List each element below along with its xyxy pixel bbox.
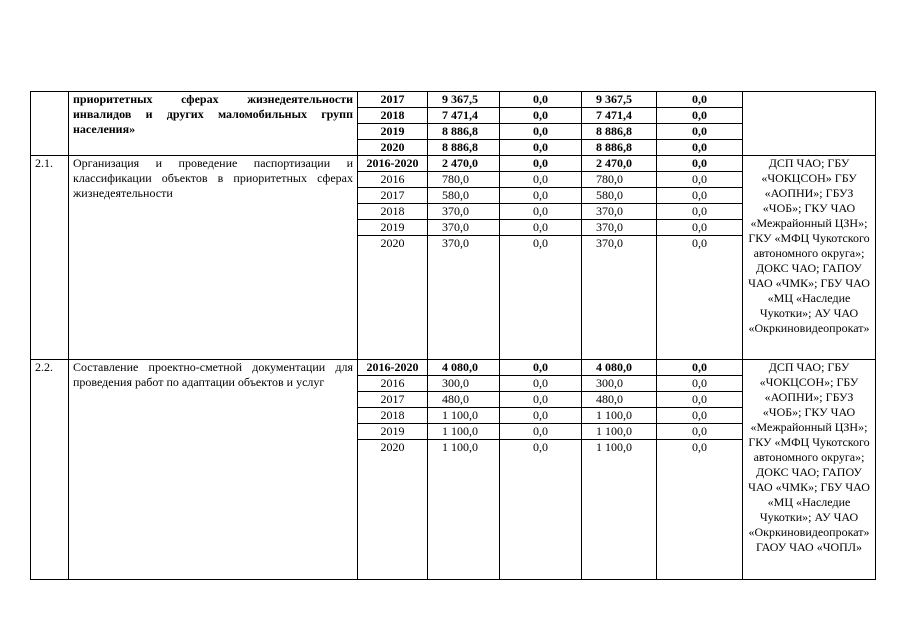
total-cell: 370,0 [428,220,500,236]
row-number-cell: 2.1. [31,156,69,360]
federal-cell: 0,0 [500,140,582,156]
other-cell: 0,0 [657,360,743,376]
federal-cell: 0,0 [500,124,582,140]
year-cell: 2016-2020 [358,360,428,376]
year-cell: 2019 [358,124,428,140]
year-cell: 2018 [358,204,428,220]
federal-cell: 0,0 [500,424,582,440]
total-cell: 8 886,8 [428,124,500,140]
year-cell: 2016 [358,376,428,392]
regional-cell: 370,0 [582,236,657,360]
total-cell: 300,0 [428,376,500,392]
year-cell: 2018 [358,108,428,124]
other-cell: 0,0 [657,220,743,236]
table-row [31,92,876,108]
regional-cell: 8 886,8 [582,124,657,140]
executor-cell: ДСП ЧАО; ГБУ «ЧОКЦСОН»; ГБУ «АОПНИ»; ГБУЗ «ЧОБ»; ГКУ ЧАО «Межрайонный ЦЗН»; ГКУ «МФЦ Чукотского автономного округа»; ДОКС ЧАО; ГАПОУ ЧАО «ЧМК»; ГБУ ЧАО «МЦ «Наследие Чукотки»; АУ ЧАО «Окркиновидеопрокат» ГАОУ ЧАО «ЧОПЛ» [743,360,876,580]
regional-cell: 1 100,0 [582,408,657,424]
regional-cell: 8 886,8 [582,140,657,156]
regional-cell: 780,0 [582,172,657,188]
other-cell: 0,0 [657,408,743,424]
total-cell: 2 470,0 [428,156,500,172]
year-cell: 2016-2020 [358,156,428,172]
other-cell: 0,0 [657,236,743,360]
federal-cell: 0,0 [500,188,582,204]
program-table [30,91,876,580]
year-cell: 2019 [358,220,428,236]
table-row [31,156,876,172]
regional-cell: 300,0 [582,376,657,392]
total-cell: 1 100,0 [428,408,500,424]
regional-cell: 580,0 [582,188,657,204]
regional-cell: 4 080,0 [582,360,657,376]
federal-cell: 0,0 [500,392,582,408]
other-cell: 0,0 [657,424,743,440]
year-cell: 2019 [358,424,428,440]
activity-name: Составление проектно-сметной документации для проведения работ по адаптации объектов и услуг [69,360,358,580]
other-cell: 0,0 [657,140,743,156]
federal-cell: 0,0 [500,172,582,188]
other-cell: 0,0 [657,376,743,392]
federal-cell: 0,0 [500,92,582,108]
year-cell: 2017 [358,392,428,408]
regional-cell: 2 470,0 [582,156,657,172]
total-cell: 1 100,0 [428,440,500,580]
row-number-cell [31,92,69,156]
regional-cell: 1 100,0 [582,424,657,440]
regional-cell: 9 367,5 [582,92,657,108]
table-row [31,360,876,376]
year-cell: 2020 [358,236,428,360]
federal-cell: 0,0 [500,108,582,124]
total-cell: 780,0 [428,172,500,188]
other-cell: 0,0 [657,204,743,220]
year-cell: 2020 [358,440,428,580]
total-cell: 370,0 [428,204,500,220]
executor-cell [743,92,876,156]
federal-cell: 0,0 [500,156,582,172]
activity-name: Организация и проведение паспортизации и классификации объектов в приоритетных сферах жизнедеятельности [69,156,358,360]
row-number-cell: 2.2. [31,360,69,580]
other-cell: 0,0 [657,156,743,172]
federal-cell: 0,0 [500,236,582,360]
other-cell: 0,0 [657,440,743,580]
federal-cell: 0,0 [500,220,582,236]
regional-cell: 1 100,0 [582,440,657,580]
year-cell: 2017 [358,188,428,204]
total-cell: 480,0 [428,392,500,408]
year-cell: 2020 [358,140,428,156]
other-cell: 0,0 [657,92,743,108]
other-cell: 0,0 [657,188,743,204]
total-cell: 580,0 [428,188,500,204]
federal-cell: 0,0 [500,360,582,376]
federal-cell: 0,0 [500,408,582,424]
federal-cell: 0,0 [500,440,582,580]
total-cell: 370,0 [428,236,500,360]
federal-cell: 0,0 [500,376,582,392]
year-cell: 2018 [358,408,428,424]
executor-cell: ДСП ЧАО; ГБУ «ЧОКЦСОН» ГБУ «АОПНИ»; ГБУЗ «ЧОБ»; ГКУ ЧАО «Межрайонный ЦЗН»; ГКУ «МФЦ Чукотского автономного округа»; ДОКС ЧАО; ГАПОУ ЧАО «ЧМК»; ГБУ ЧАО «МЦ «Наследие Чукотки»; АУ ЧАО «Окркиновидеопрокат» [743,156,876,360]
activity-name: приоритетных сферах жизнедеятельности инвалидов и других маломобильных групп населения» [69,92,358,156]
year-cell: 2016 [358,172,428,188]
total-cell: 7 471,4 [428,108,500,124]
federal-cell: 0,0 [500,204,582,220]
year-cell: 2017 [358,92,428,108]
other-cell: 0,0 [657,392,743,408]
total-cell: 4 080,0 [428,360,500,376]
total-cell: 8 886,8 [428,140,500,156]
regional-cell: 370,0 [582,220,657,236]
regional-cell: 7 471,4 [582,108,657,124]
other-cell: 0,0 [657,124,743,140]
other-cell: 0,0 [657,108,743,124]
other-cell: 0,0 [657,172,743,188]
total-cell: 1 100,0 [428,424,500,440]
regional-cell: 480,0 [582,392,657,408]
regional-cell: 370,0 [582,204,657,220]
total-cell: 9 367,5 [428,92,500,108]
